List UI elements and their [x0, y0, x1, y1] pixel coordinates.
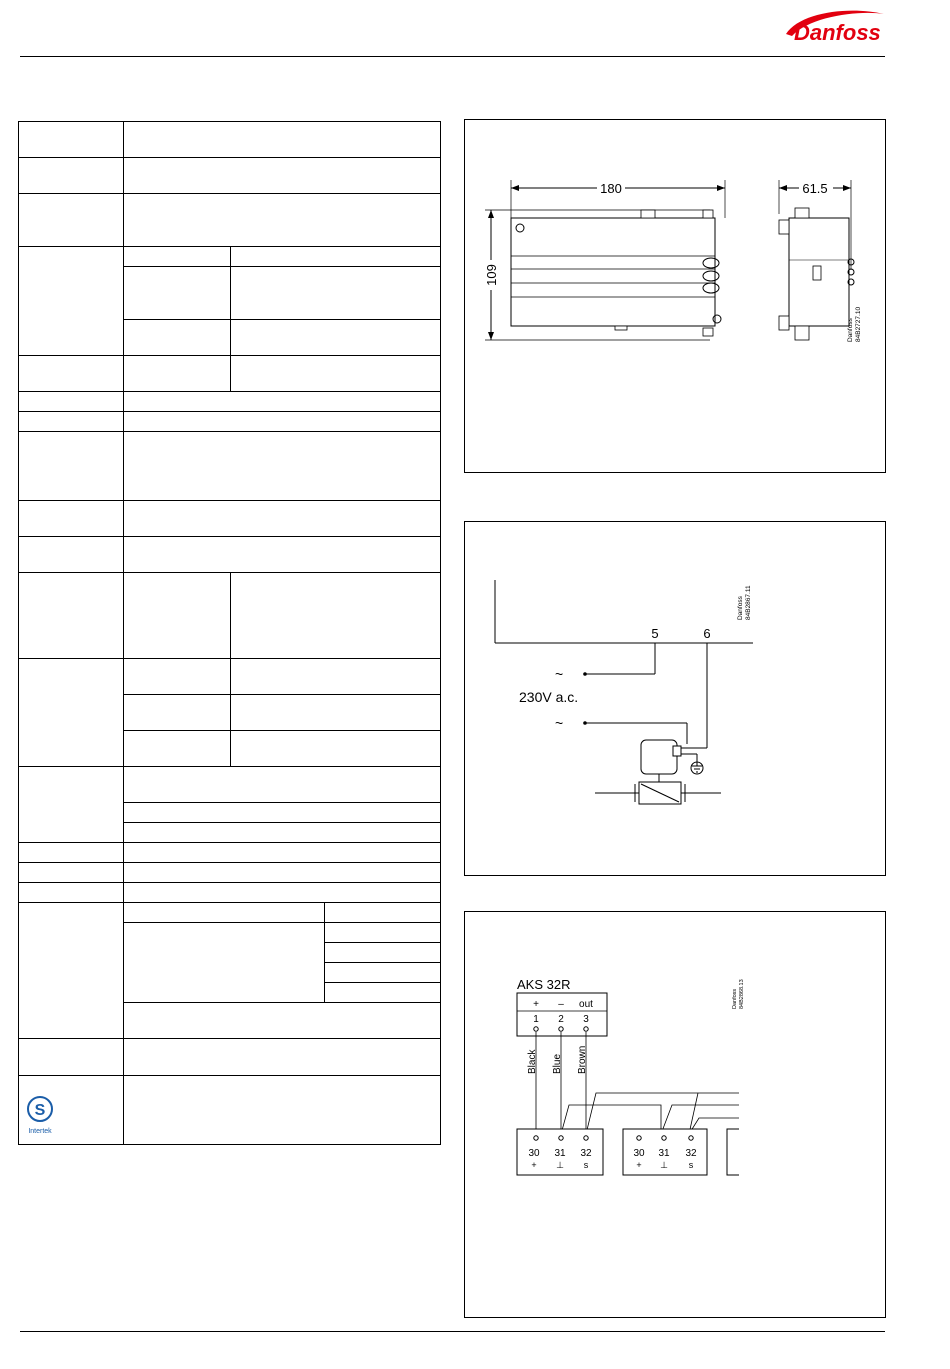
- block1-sub-1: +: [531, 1160, 537, 1170]
- pin-3-sign: out: [579, 999, 593, 1010]
- block2-term-30: 30: [633, 1148, 645, 1159]
- ref-company-3: Danfoss: [732, 988, 738, 1009]
- terminal-6: 6: [703, 626, 711, 641]
- ref-company-2: Danfoss: [737, 596, 744, 620]
- block2-term-31: 31: [658, 1148, 670, 1159]
- pin-2-num: 2: [558, 1014, 564, 1025]
- block1-sub-2: ⊥: [556, 1160, 564, 1170]
- block1-term-30: 30: [528, 1148, 540, 1159]
- pin-1-num: 1: [533, 1014, 539, 1025]
- block2-term-32: 32: [685, 1148, 697, 1159]
- footer-rule: [20, 1331, 885, 1332]
- ref-code-3: 84B2868.13: [739, 979, 745, 1009]
- svg-text:S: S: [34, 1102, 46, 1119]
- danfoss-logo: [780, 4, 890, 48]
- terminal-5: 5: [651, 626, 659, 641]
- spec-table: [18, 121, 441, 1145]
- header-rule: [20, 56, 885, 57]
- sensor-name: AKS 32R: [517, 977, 571, 992]
- block2-sub-2: ⊥: [660, 1160, 668, 1170]
- valve-wiring-box: [464, 521, 886, 876]
- wire-brown: Brown: [577, 1045, 588, 1074]
- ac-symbol-1: ~: [555, 666, 564, 682]
- ref-code-2: 84B2867.11: [745, 585, 752, 620]
- supply-label: 230V a.c.: [519, 689, 579, 705]
- wire-blue: Blue: [552, 1053, 563, 1074]
- ref-code-1: 84B2727.10: [855, 306, 862, 342]
- dim-depth: 61.5: [802, 181, 828, 196]
- intertek-label: Intertek: [28, 1128, 52, 1135]
- ref-company-1: Danfoss: [847, 318, 854, 342]
- pin-2-sign: –: [558, 999, 564, 1010]
- block1-term-32: 32: [580, 1148, 592, 1159]
- dim-width: 180: [600, 181, 622, 196]
- ac-symbol-2: ~: [555, 715, 564, 731]
- intertek-s-mark-icon: [22, 1094, 62, 1138]
- sensor-wiring-box: [464, 911, 886, 1318]
- dimension-drawing-box: [464, 119, 886, 473]
- block1-sub-3: s: [583, 1160, 589, 1170]
- block2-sub-3: s: [688, 1160, 694, 1170]
- block1-term-31: 31: [554, 1148, 566, 1159]
- dim-height: 109: [484, 264, 499, 286]
- block2-sub-1: +: [636, 1160, 642, 1170]
- wire-black: Black: [527, 1049, 538, 1074]
- svg-text:Danfoss: Danfoss: [794, 20, 881, 45]
- pin-3-num: 3: [583, 1014, 589, 1025]
- pin-1-sign: +: [533, 999, 539, 1010]
